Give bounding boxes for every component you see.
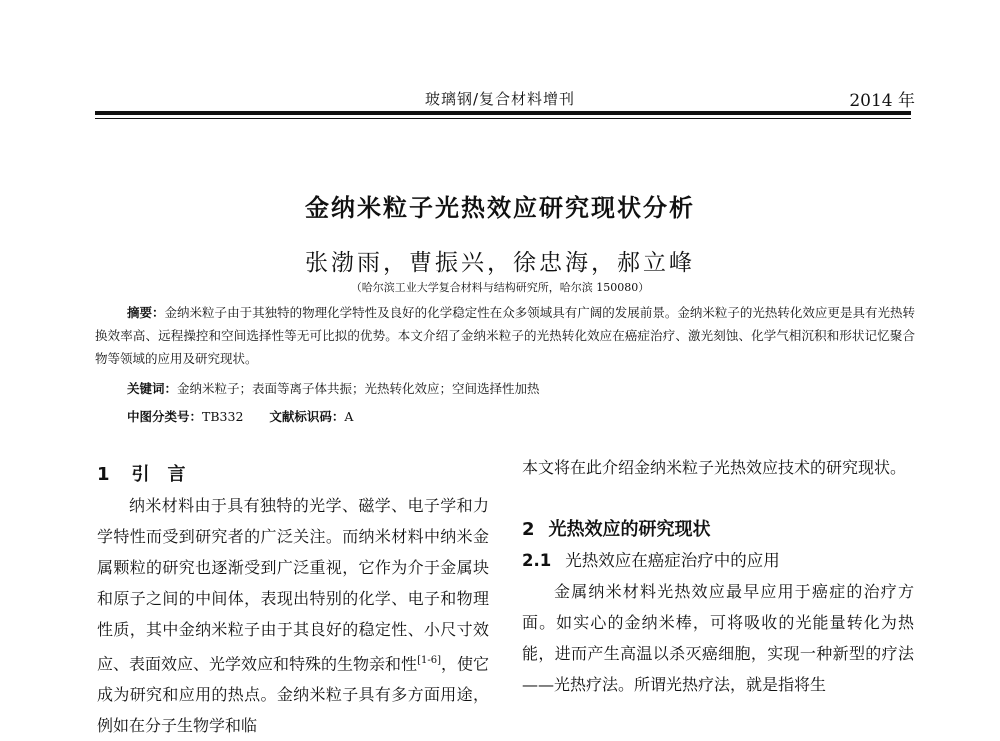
keywords-text: 金纳米粒子；表面等离子体共振；光热转化效应；空间选择性加热 bbox=[177, 381, 540, 396]
authors: 张渤雨，曹振兴，徐忠海，郝立峰 bbox=[305, 250, 695, 276]
right-column bbox=[522, 452, 914, 700]
abstract bbox=[95, 301, 915, 370]
keywords bbox=[127, 379, 540, 397]
intro-paragraph bbox=[97, 490, 489, 741]
doc-code-label: 文献标识码： bbox=[269, 409, 345, 424]
section-1-number: 1 bbox=[97, 464, 110, 485]
section-2-1-title: 光热效应在癌症治疗中的应用 bbox=[565, 551, 780, 570]
keywords-label: 关键词： bbox=[127, 381, 178, 396]
left-column bbox=[97, 459, 489, 741]
section-2-1-paragraph: 金属纳米材料光热效应最早应用于癌症的治疗方面。如实心的金纳米棒，可将吸收的光能量转化为热能，进而产生高温以杀灭癌细胞，实现一种新型的疗法——光热疗法。所谓光热疗法，就是指将生 bbox=[522, 582, 914, 694]
section-2-1-heading bbox=[522, 545, 914, 576]
section-2-1-number: 2.1 bbox=[522, 551, 552, 570]
abstract-text: 金纳米粒子由于其独特的物理化学特性及良好的化学稳定性在众多领域具有广阔的发展前景。金纳米粒子的光热转化效应更是具有光热转换效率高、远程操控和空间选择性等无可比拟的优势。本文介绍了金纳米粒子的光热转化效应在癌症治疗、激光刻蚀、化学气相沉积和形状记忆聚合物等领域的应用及研究现状。 bbox=[95, 305, 915, 366]
section-1-heading bbox=[97, 459, 489, 490]
continued-paragraph: 本文将在此介绍金纳米粒子光热效应技术的研究现状。 bbox=[522, 458, 907, 477]
clc-value: TB332 bbox=[202, 409, 244, 424]
affiliation: （哈尔滨工业大学复合材料与结构研究所，哈尔滨 150080） bbox=[350, 281, 650, 294]
section-2-title: 光热效应的研究现状 bbox=[548, 519, 711, 540]
journal-header: 玻璃钢/复合材料增刊 bbox=[424, 90, 576, 108]
classification bbox=[127, 407, 353, 425]
section-2-heading bbox=[522, 514, 914, 545]
article-title: 金纳米粒子光热效应研究现状分析 bbox=[305, 194, 695, 222]
intro-text-a: 纳米材料由于具有独特的光学、磁学、电子学和力学特性而受到研究者的广泛关注。而纳米材料中纳米金属颗粒的研究也逐渐受到广泛重视，它作为介于金属块和原子之间的中间体，表现出特别的化学、电子和物理性质，其中金纳米粒子由于其良好的稳定性、小尺寸效应、表面效应、光学效应和特殊的生物亲和性 bbox=[97, 496, 489, 674]
header-rule-thick bbox=[95, 111, 911, 115]
section-1-title: 引 言 bbox=[131, 464, 186, 485]
clc-label: 中图分类号： bbox=[127, 409, 203, 424]
abstract-label: 摘要： bbox=[127, 305, 165, 320]
header-rule-thin bbox=[95, 118, 911, 119]
citation: [1-6] bbox=[417, 655, 441, 666]
doc-code-value: A bbox=[344, 409, 354, 424]
year-header: 2014 年 bbox=[849, 91, 915, 111]
intro-text-b: ，使它成为研究和应用的热点。金纳米粒子具有多方面用途，例如在分子生物学和临 bbox=[97, 654, 489, 736]
section-2-number: 2 bbox=[522, 519, 535, 540]
